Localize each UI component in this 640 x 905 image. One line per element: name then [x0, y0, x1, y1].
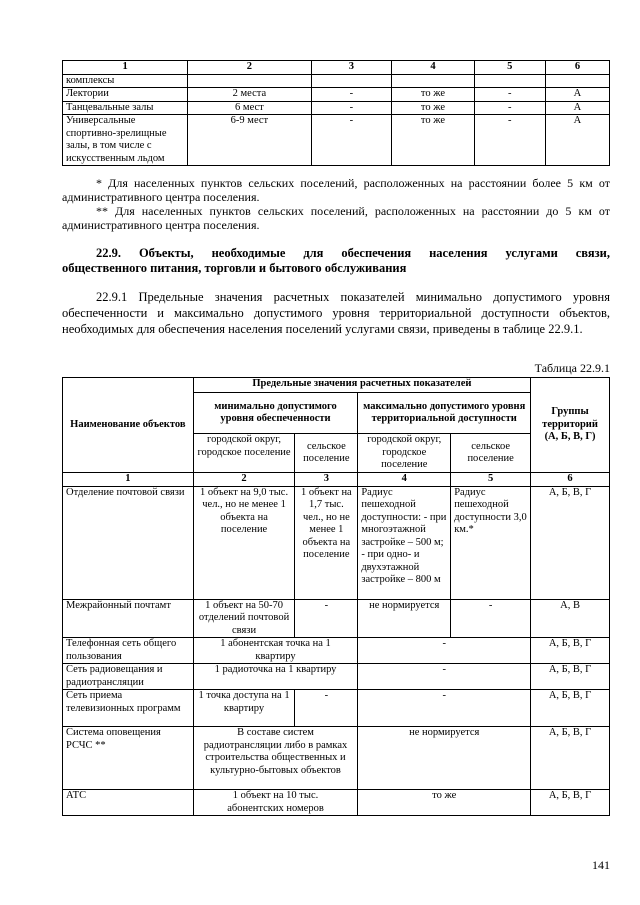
col-num: 6 [531, 473, 610, 487]
cell: А [545, 115, 609, 166]
table-row [63, 638, 610, 664]
cell: то же [392, 88, 474, 102]
cell: Сеть радиовещания и радиотрансляции [63, 664, 194, 690]
footnote-2: ** Для населенных пунктов сельских поселений, расположенных на расстоянии до 5 км от [96, 204, 610, 218]
section-heading: 22.9. Объекты, необходимые для обеспечения населения услугами связи, [96, 246, 610, 260]
header-city: городской округ, городское поселение [358, 434, 451, 473]
cell: АТС [63, 790, 194, 816]
section-heading-cont: общественного питания, торговли и бытового обслуживания [62, 261, 407, 275]
footnote-1: * Для населенных пунктов сельских поселений, расположенных на расстоянии более 5 км от [96, 176, 610, 190]
cell: А, В [531, 599, 610, 638]
table-caption: Таблица 22.9.1 [534, 361, 610, 375]
cell: не нормируется [358, 599, 451, 638]
header-rural: сельское поселение [451, 434, 531, 473]
col-num: 4 [392, 61, 474, 75]
col-num: 5 [451, 473, 531, 487]
paragraph-line: необходимых для обеспечения населения поселений услугами связи, приведены в таблице 22.9.1. [62, 322, 583, 336]
cell: А, Б, В, Г [531, 690, 610, 727]
table-header-row [63, 61, 610, 75]
col-num: 6 [545, 61, 609, 75]
cell: А [545, 88, 609, 102]
col-num: 3 [311, 61, 392, 75]
cell: Отделение почтовой связи [63, 486, 194, 599]
table-row [63, 115, 610, 166]
cell [545, 74, 609, 88]
paragraph-line: обеспеченности и максимально допустимого уровня территориальной доступности объектов, [62, 306, 610, 320]
header-rural: сельское поселение [295, 434, 358, 473]
cell: - [358, 664, 531, 690]
cell: Радиус пешеходной доступности: - при многоэтажной застройке – 500 м; - при одно- и двухэтажной застройке – 800 м [358, 486, 451, 599]
col-num: 3 [295, 473, 358, 487]
cell: В составе систем радиотрансляции либо в рамках строительства общественных и культурно-бытовых объектов [193, 727, 358, 790]
cell [311, 74, 392, 88]
cell: А, Б, В, Г [531, 486, 610, 599]
cell: Лектории [63, 88, 188, 102]
cell: - [474, 115, 545, 166]
cell: 2 места [188, 88, 311, 102]
cell: то же [392, 101, 474, 115]
header-max: максимально допустимого уровня территориальной доступности [358, 393, 531, 434]
table-header-row [63, 378, 610, 393]
table-row [63, 727, 610, 790]
cell: то же [392, 115, 474, 166]
cell: Межрайонный почтамт [63, 599, 194, 638]
header-name: Наименование объектов [63, 378, 194, 473]
cell: - [451, 599, 531, 638]
cell: комплексы [63, 74, 188, 88]
cell: А, Б, В, Г [531, 638, 610, 664]
page-number: 141 [592, 858, 610, 872]
table-row [63, 790, 610, 816]
cell: Система оповещения РСЧС ** [63, 727, 194, 790]
cell: Телефонная сеть общего пользования [63, 638, 194, 664]
cell: 6-9 мест [188, 115, 311, 166]
cell: не нормируется [358, 727, 531, 790]
cell: А, Б, В, Г [531, 790, 610, 816]
table-num-row [63, 473, 610, 487]
cell: - [295, 690, 358, 727]
cell [188, 74, 311, 88]
cell: - [474, 88, 545, 102]
col-num: 4 [358, 473, 451, 487]
table-row [63, 101, 610, 115]
cell: 1 объект на 9,0 тыс. чел., но не менее 1 объекта на поселение [193, 486, 295, 599]
col-num: 5 [474, 61, 545, 75]
cell: А [545, 101, 609, 115]
cell: - [311, 115, 392, 166]
table-row [63, 599, 610, 638]
cell: 1 объект на 10 тыс. абонентских номеров [193, 790, 358, 816]
footnote-2-cont: административного центра поселения. [62, 218, 260, 232]
cell: - [311, 101, 392, 115]
cell: Танцевальные залы [63, 101, 188, 115]
col-num: 2 [193, 473, 295, 487]
table-row [63, 690, 610, 727]
cell: 1 радиоточка на 1 квартиру [193, 664, 358, 690]
table-22-9-1 [62, 377, 610, 816]
cell: А, Б, В, Г [531, 664, 610, 690]
paragraph-line: 22.9.1 Предельные значения расчетных показателей минимально допустимого уровня [96, 290, 610, 304]
table-row [63, 88, 610, 102]
cell: Радиус пешеходной доступности 3,0 км.* [451, 486, 531, 599]
footnote-1-cont: административного центра поселения. [62, 190, 260, 204]
cell: 1 точка доступа на 1 квартиру [193, 690, 295, 727]
col-num: 1 [63, 61, 188, 75]
header-limits: Предельные значения расчетных показателей [193, 378, 530, 393]
cell: 1 объект на 50-70 отделений почтовой связи [193, 599, 295, 638]
header-min: минимально допустимого уровня обеспеченности [193, 393, 358, 434]
cell: - [311, 88, 392, 102]
col-num: 2 [188, 61, 311, 75]
cell: 1 абонентская точка на 1 квартиру [193, 638, 358, 664]
cell: - [295, 599, 358, 638]
cell: то же [358, 790, 531, 816]
cell: - [358, 638, 531, 664]
cell: Сеть приема телевизионных программ [63, 690, 194, 727]
cell: - [474, 101, 545, 115]
cell: Универсальные спортивно-зрелищные залы, в том числе с искусственным льдом [63, 115, 188, 166]
table-continuation [62, 60, 610, 166]
header-groups: Группы территорий (А, Б, В, Г) [531, 378, 610, 473]
table-row [63, 664, 610, 690]
table-row [63, 74, 610, 88]
col-num: 1 [63, 473, 194, 487]
cell [392, 74, 474, 88]
cell: 6 мест [188, 101, 311, 115]
cell: А, Б, В, Г [531, 727, 610, 790]
cell: - [358, 690, 531, 727]
cell [474, 74, 545, 88]
header-city: городской округ, городское поселение [193, 434, 295, 473]
cell: 1 объект на 1,7 тыс. чел., но не менее 1 объекта на поселение [295, 486, 358, 599]
table-row [63, 486, 610, 599]
